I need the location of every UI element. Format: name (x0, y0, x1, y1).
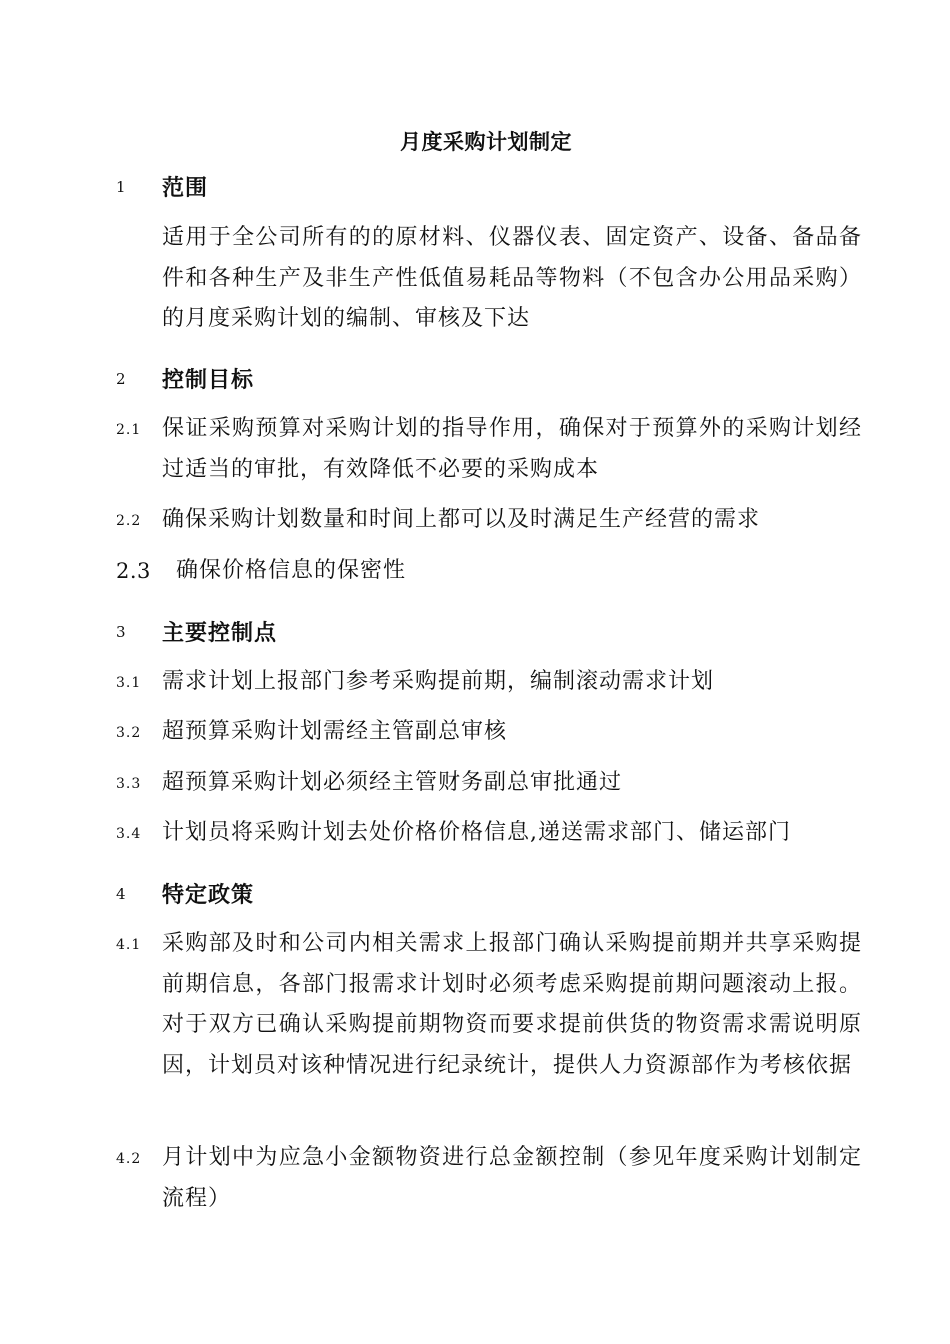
item-text: 采购部及时和公司内相关需求上报部门确认采购提前期并共享采购提前期信息，各部门报需求计划时必须考虑采购提前期问题滚动上报。对于双方已确认采购提前期物资而要求提前供货的物资需求需说明原因，计划员对该种情况进行纪录统计，提供人力资源部作为考核依据 (162, 931, 862, 1078)
item-text: 计划员将采购计划去处价格价格信息,递送需求部门、储运部门 (162, 820, 791, 845)
item-number: 3.3 (116, 776, 142, 792)
item-text: 需求计划上报部门参考采购提前期，编制滚动需求计划 (162, 669, 715, 694)
section-title: 范围 (162, 175, 209, 201)
item-number: 3.2 (116, 725, 142, 741)
item-text: 超预算采购计划需经主管副总审核 (162, 719, 508, 744)
section-number: 4 (116, 885, 126, 903)
item-text: 确保价格信息的保密性 (176, 558, 407, 583)
item-text: 月计划中为应急小金额物资进行总金额控制（参见年度采购计划制定流程） (162, 1145, 862, 1211)
item-text: 保证采购预算对采购计划的指导作用，确保对于预算外的采购计划经过适当的审批，有效降低不必要的采购成本 (162, 416, 862, 482)
section-number: 1 (116, 178, 126, 196)
item-number: 2.2 (116, 513, 142, 529)
section-number: 2 (116, 370, 126, 388)
section-number: 3 (116, 623, 126, 641)
section-title: 特定政策 (162, 882, 255, 908)
item-number: 3.1 (116, 675, 142, 691)
item-number: 2.1 (116, 422, 142, 438)
section-title: 主要控制点 (162, 620, 278, 646)
item-number: 3.4 (116, 826, 142, 842)
document-title: 月度采购计划制定 (400, 129, 572, 154)
section-title: 控制目标 (162, 367, 255, 393)
item-text: 确保采购计划数量和时间上都可以及时满足生产经营的需求 (162, 507, 761, 532)
item-text: 超预算采购计划必须经主管财务副总审批通过 (162, 770, 623, 795)
item-number: 4.1 (116, 937, 142, 953)
item-number: 2.3 (116, 559, 151, 583)
item-number: 4.2 (116, 1151, 142, 1167)
section-body: 适用于全公司所有的的原材料、仪器仪表、固定资产、设备、备品备件和各种生产及非生产性低值易耗品等物料（不包含办公用品采购）的月度采购计划的编制、审核及下达 (162, 225, 862, 331)
